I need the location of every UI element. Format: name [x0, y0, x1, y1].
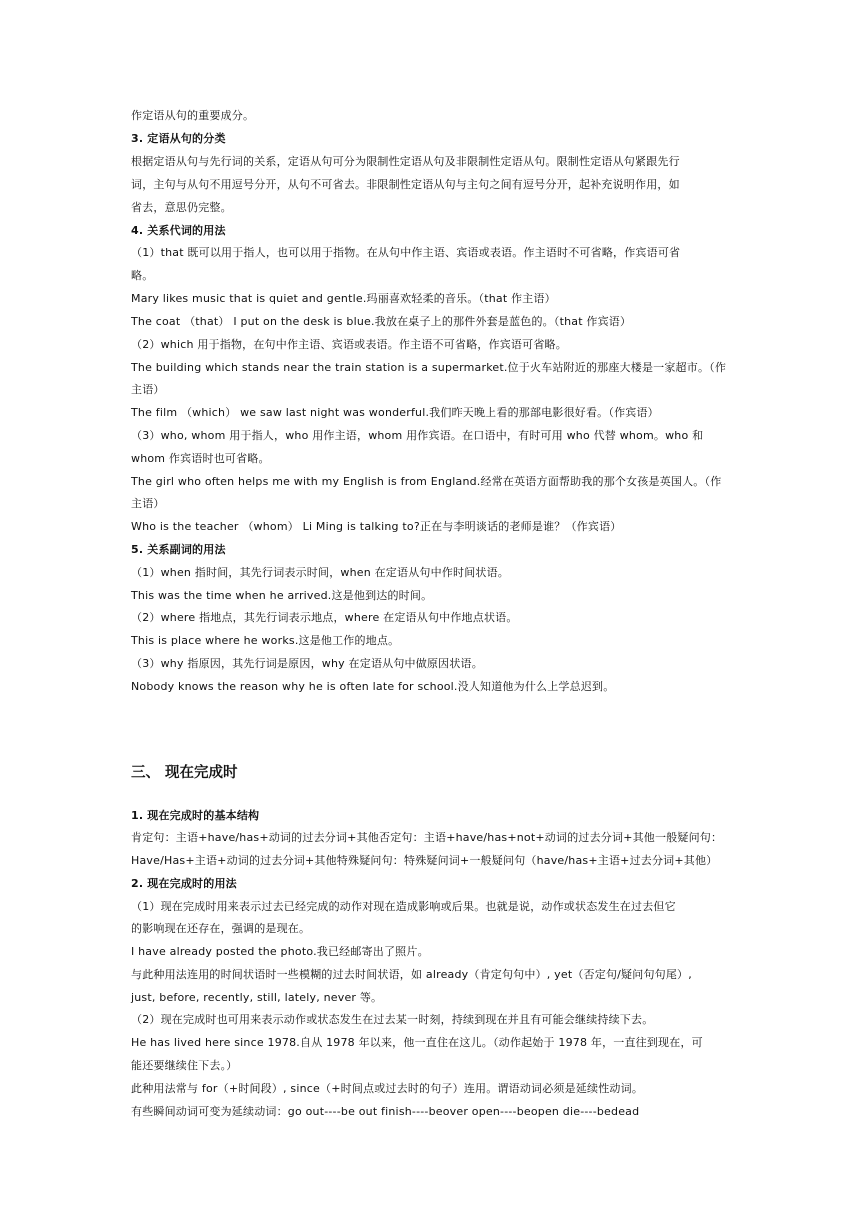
text-line: 能还要继续住下去。） — [131, 1059, 238, 1072]
example-sentence: Nobody knows the reason why he is often late for school.没人知道他为什么上学总迟到。 — [131, 680, 615, 693]
text-line: 的影响现在还存在，强调的是现在。 — [131, 922, 311, 935]
text-line: 肯定句：主语+have/has+动词的过去分词+其他否定句：主语+have/has+not+动词的过去分词+其他一般疑问句： — [131, 831, 723, 844]
example-sentence: The film （which） we saw last night was wonderful.我们昨天晚上看的那部电影很好看。（作宾语） — [131, 406, 659, 419]
text-line: （1）when 指时间，其先行词表示时间，when 在定语从句中作时间状语。 — [131, 566, 510, 579]
text-line: 主语） — [131, 383, 165, 396]
text-line: 主语） — [131, 497, 165, 510]
text-line: 此种用法常与 for（+时间段）, since（+时间点或过去时的句子）连用。谓语动词必须是延续性动词。 — [131, 1082, 644, 1095]
text-line: 略。 — [131, 269, 154, 282]
example-sentence: This was the time when he arrived.这是他到达的时间。 — [131, 589, 433, 602]
text-line: （1）that 既可以用于指人，也可以用于指物。在从句中作主语、宾语或表语。作主语时不可省略，作宾语可省 — [131, 246, 681, 259]
example-sentence: The coat （that） I put on the desk is blue.我放在桌子上的那件外套是蓝色的。（that 作宾语） — [131, 315, 632, 328]
text-line: 作定语从句的重要成分。 — [131, 109, 255, 122]
text-line: （2）which 用于指物，在句中作主语、宾语或表语。作主语不可省略，作宾语可省略。 — [131, 338, 567, 351]
example-sentence: This is place where he works.这是他工作的地点。 — [131, 634, 400, 647]
text-line: （2）where 指地点，其先行词表示地点，where 在定语从句中作地点状语。 — [131, 611, 518, 624]
example-sentence: I have already posted the photo.我已经邮寄出了照片。 — [131, 945, 429, 958]
text-line: whom 作宾语时也可省略。 — [131, 452, 270, 465]
example-sentence: The girl who often helps me with my English is from England.经常在英语方面帮助我的那个女孩是英国人。（作 — [131, 475, 722, 488]
text-line: just, before, recently, still, lately, never 等。 — [131, 991, 383, 1004]
section-heading: 2. 现在完成时的用法 — [131, 877, 237, 890]
text-line: 与此种用法连用的时间状语时一些模糊的过去时间状语，如 already（肯定句句中）, yet（否定句/疑问句句尾）, — [131, 968, 692, 981]
section-heading: 3. 定语从句的分类 — [131, 132, 226, 145]
section-heading: 5. 关系副词的用法 — [131, 543, 226, 556]
example-sentence: He has lived here since 1978.自从 1978 年以来，他一直住在这儿。（动作起始于 1978 年，一直往到现在，可 — [131, 1036, 703, 1049]
text-line: （3）who, whom 用于指人，who 用作主语，whom 用作宾语。在口语中，有时可用 who 代替 whom。who 和 — [131, 429, 704, 442]
text-line: Have/Has+主语+动词的过去分词+其他特殊疑问句：特殊疑问词+一般疑问句（have/has+主语+过去分词+其他） — [131, 854, 718, 867]
example-sentence: The building which stands near the train station is a supermarket.位于火车站附近的那座大楼是一家超市。（作 — [131, 361, 727, 374]
section-heading: 4. 关系代词的用法 — [131, 224, 226, 237]
text-line: 词，主句与从句不用逗号分开，从句不可省去。非限制性定语从句与主句之间有逗号分开，起补充说明作用，如 — [131, 178, 680, 191]
text-line: （3）why 指原因，其先行词是原因，why 在定语从句中做原因状语。 — [131, 657, 483, 670]
text-line: 有些瞬间动词可变为延续动词：go out----be out finish----beover open----beopen die----bedead — [131, 1105, 640, 1118]
text-line: 省去，意思仍完整。 — [131, 201, 232, 214]
example-sentence: Who is the teacher （whom） Li Ming is talking to?正在与李明谈话的老师是谁？（作宾语） — [131, 520, 622, 533]
chapter-title: 三、 现在完成时 — [131, 765, 238, 781]
text-line: （2）现在完成时也可用来表示动作或状态发生在过去某一时刻，持续到现在并且有可能会继续持续下去。 — [131, 1013, 654, 1026]
text-line: 根据定语从句与先行词的关系，定语从句可分为限制性定语从句及非限制性定语从句。限制性定语从句紧跟先行 — [131, 155, 680, 168]
section-heading: 1. 现在完成时的基本结构 — [131, 809, 260, 822]
example-sentence: Mary likes music that is quiet and gentle.玛丽喜欢轻柔的音乐。（that 作主语） — [131, 292, 556, 305]
text-line: （1）现在完成时用来表示过去已经完成的动作对现在造成影响或后果。也就是说，动作或状态发生在过去但它 — [131, 900, 676, 913]
